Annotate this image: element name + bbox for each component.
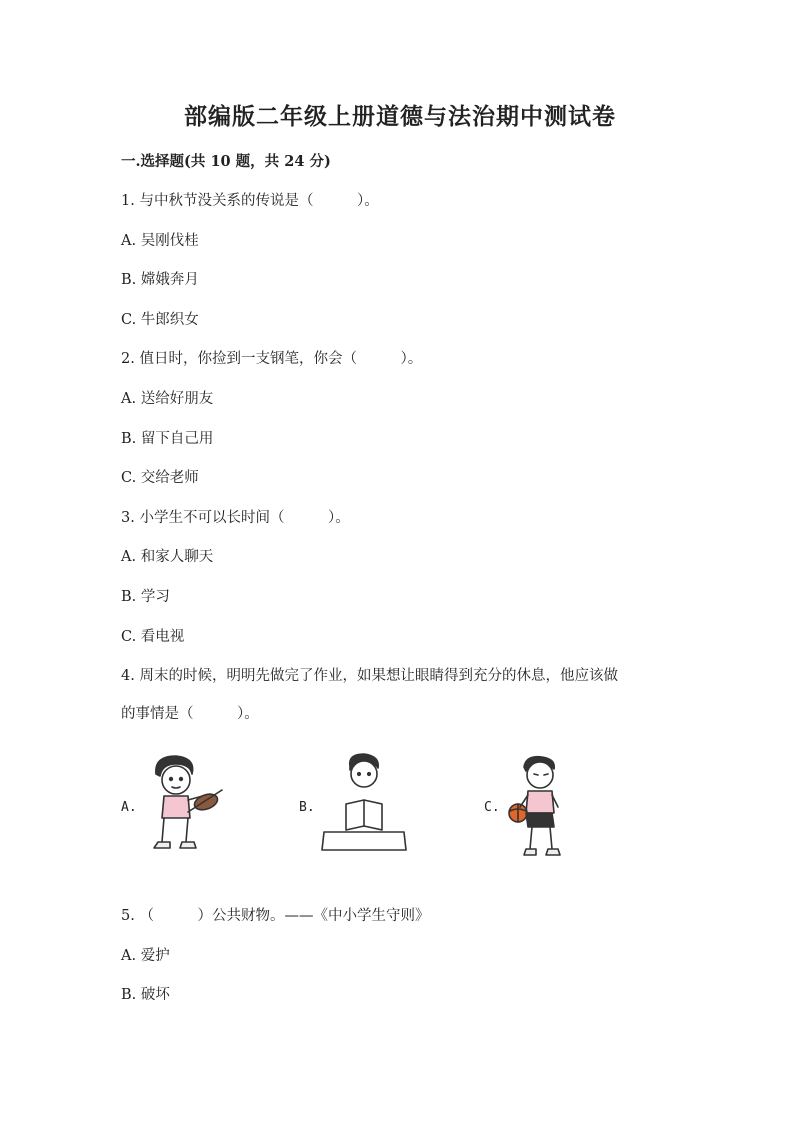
question-1-option-c: C. 牛郎织女 [121, 312, 199, 328]
section-heading: 一.选择题(共 10 题，共 24 分) [121, 153, 331, 170]
question-3-option-a: A. 和家人聊天 [121, 549, 214, 565]
question-4-option-b-label: B. [299, 800, 315, 815]
question-1-option-a: A. 吴刚伐桂 [121, 233, 199, 249]
question-2-option-b: B. 留下自己用 [121, 431, 214, 447]
question-1-option-b: B. 嫦娥奔月 [121, 272, 199, 288]
basketball-boy-illustration [500, 755, 580, 863]
question-4-stem-line-2: 的事情是（ ）。 [121, 706, 259, 722]
reading-boy-illustration [318, 752, 410, 854]
question-4-option-a-label: A. [121, 800, 137, 815]
question-3-option-b: B. 学习 [121, 589, 170, 605]
question-5-stem: 5. （ ）公共财物。——《中小学生守则》 [121, 908, 430, 924]
question-3-stem: 3. 小学生不可以长时间（ ）。 [121, 510, 350, 526]
question-3-option-c: C. 看电视 [121, 629, 185, 645]
violin-boy-illustration [140, 752, 230, 862]
question-2-stem: 2. 值日时，你捡到一支钢笔，你会（ ）。 [121, 351, 423, 367]
question-1-stem: 1. 与中秋节没关系的传说是（ ）。 [121, 193, 379, 209]
page-title: 部编版二年级上册道德与法治期中测试卷 [184, 103, 616, 130]
question-5-option-b: B. 破坏 [121, 987, 170, 1003]
question-4-option-c-label: C. [484, 800, 500, 815]
question-5-option-a: A. 爱护 [121, 948, 170, 964]
question-2-option-c: C. 交给老师 [121, 470, 199, 486]
question-4-stem-line-1: 4. 周末的时候，明明先做完了作业，如果想让眼睛得到充分的休息，他应该做 [121, 668, 618, 684]
question-2-option-a: A. 送给好朋友 [121, 391, 214, 407]
